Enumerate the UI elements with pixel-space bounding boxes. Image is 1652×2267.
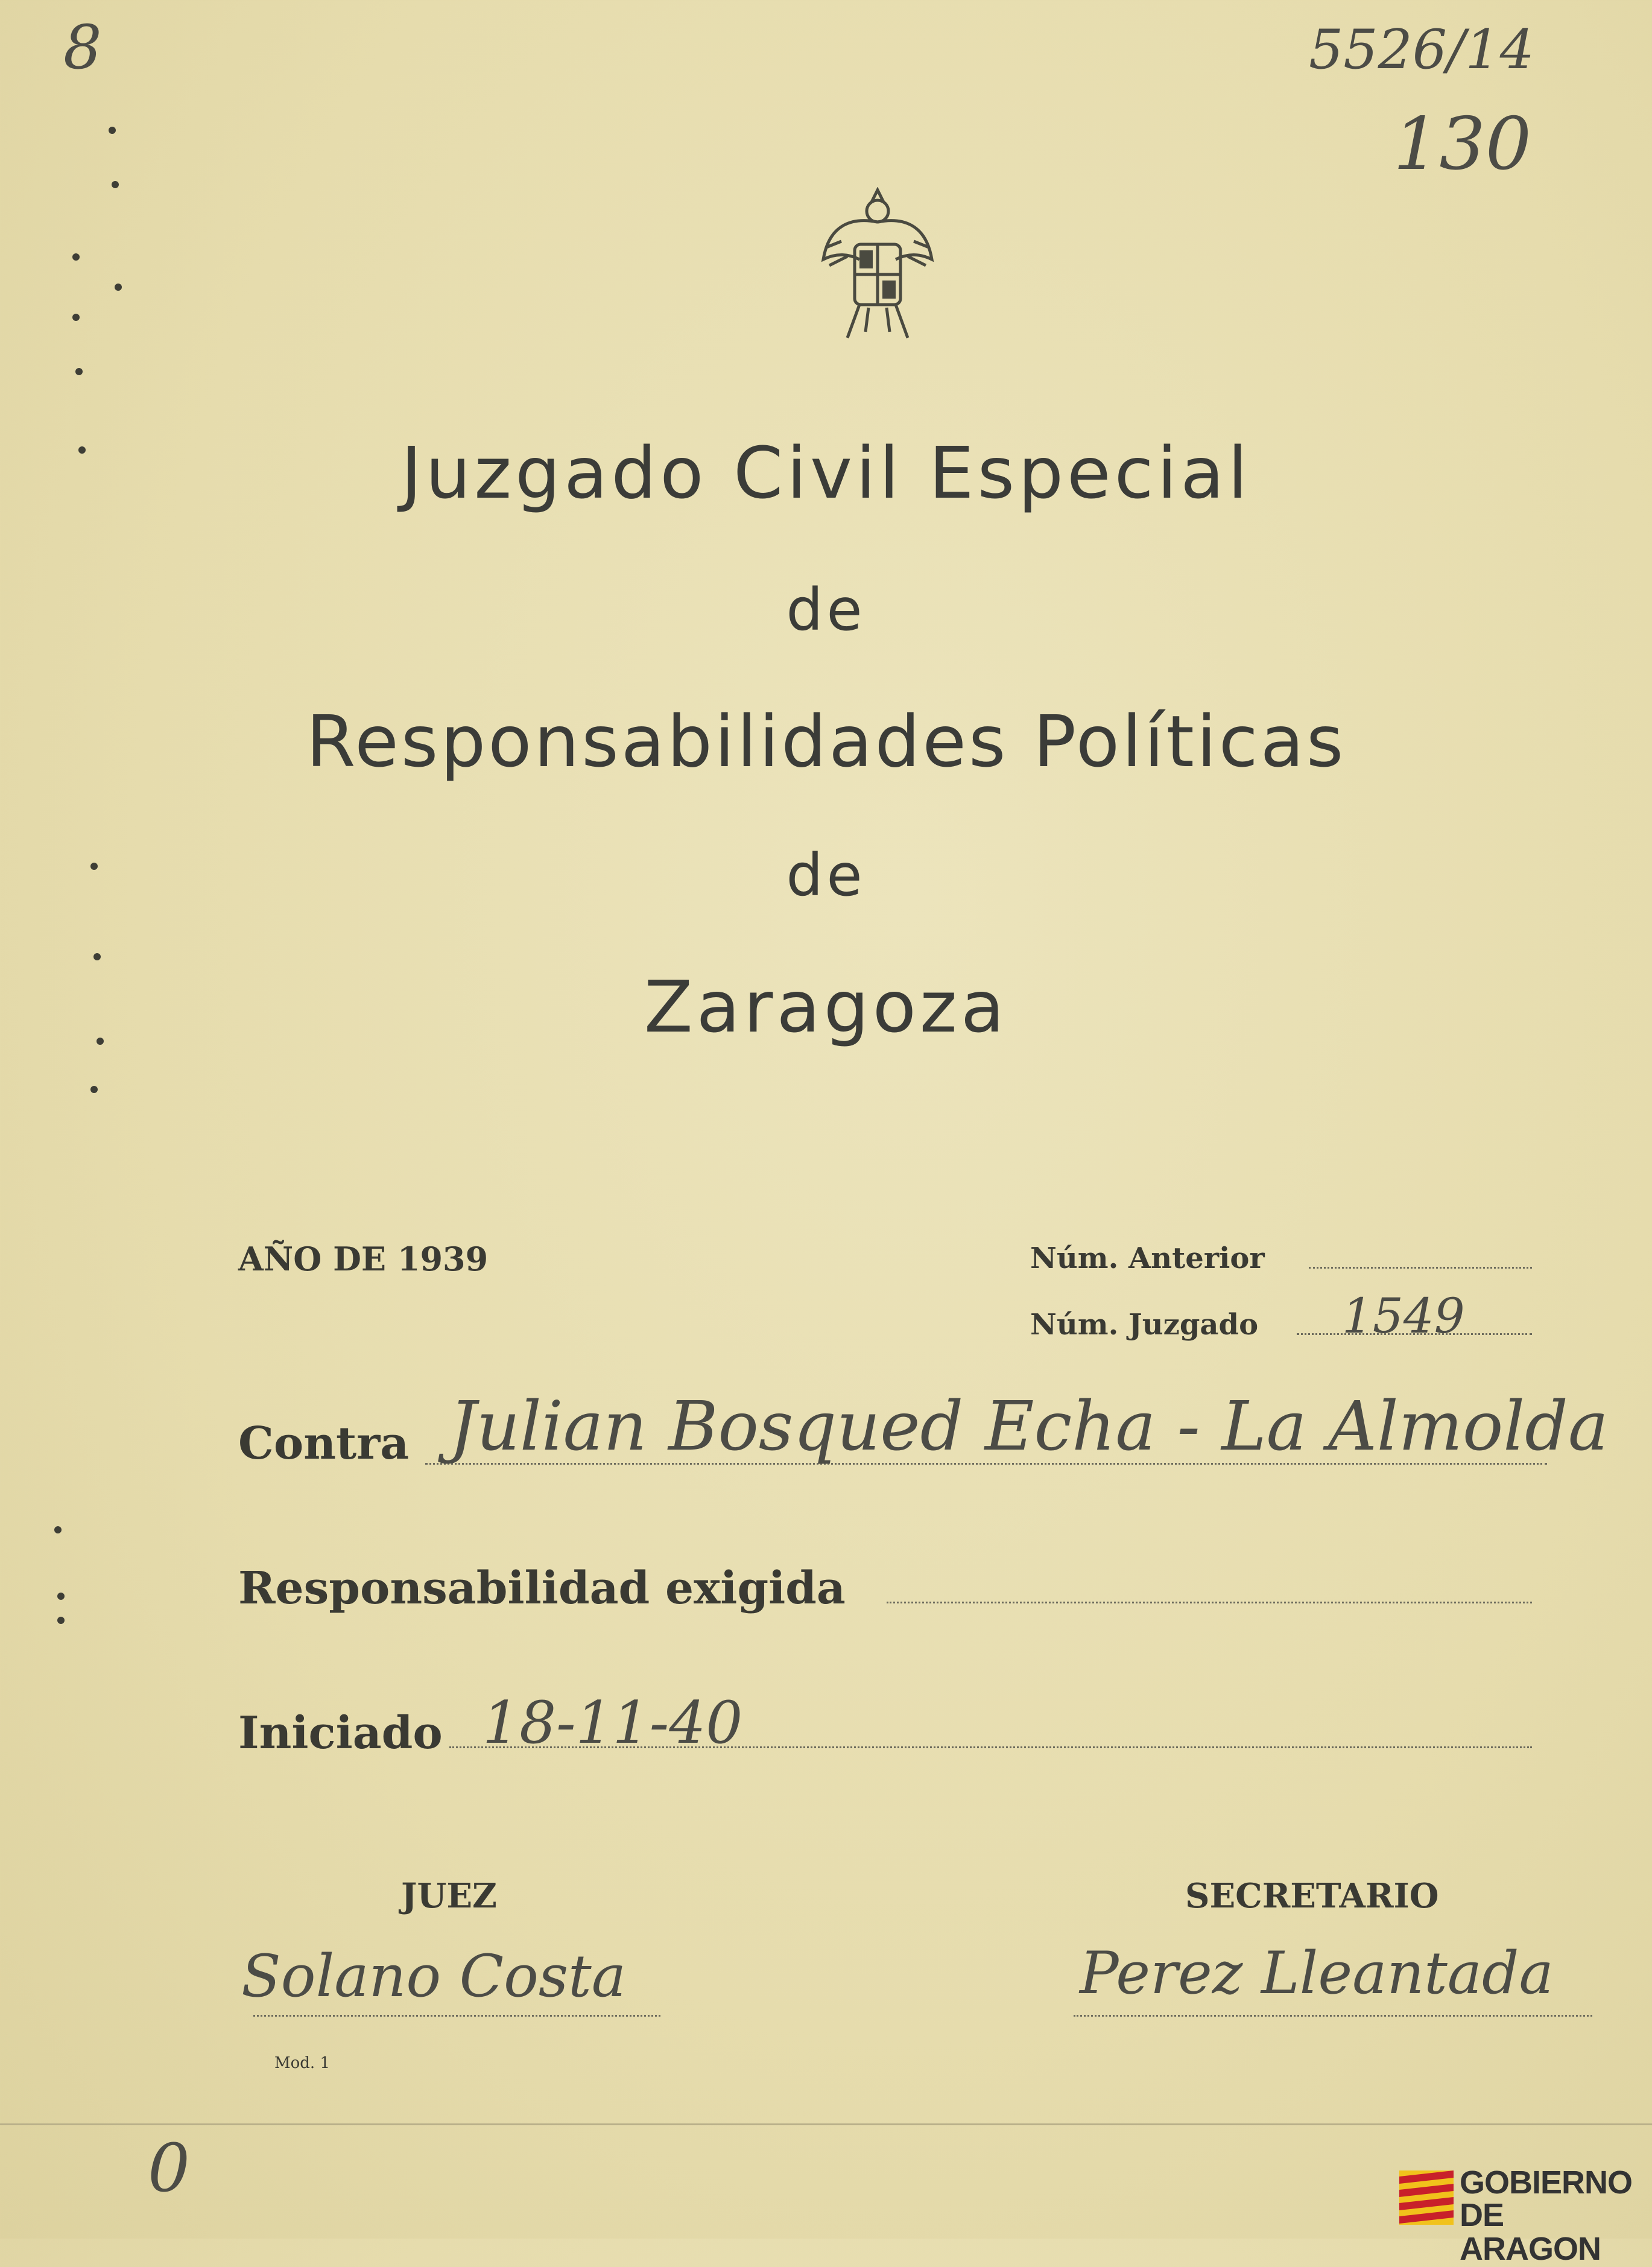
- logo-line2: DE ARAGON: [1460, 2197, 1601, 2267]
- secretario-signature: Perez Lleantada: [1080, 1939, 1554, 2007]
- secretario-signature-line: [1074, 2015, 1592, 2017]
- iniciado-value: 18-11-40: [483, 1689, 743, 1757]
- responsabilidad-line: [887, 1602, 1532, 1603]
- heading-court-name: Juzgado Civil Especial: [400, 431, 1252, 515]
- heading-de-1: de: [786, 576, 866, 644]
- juez-signature: Solano Costa: [241, 1942, 626, 2010]
- num-anterior-label: Núm. Anterior: [1030, 1241, 1265, 1275]
- heading-de-2: de: [786, 842, 866, 909]
- num-anterior-line: [1309, 1267, 1532, 1269]
- aragon-flag-icon: [1399, 2170, 1454, 2225]
- responsabilidad-label: Responsabilidad exigida: [238, 1562, 846, 1614]
- juez-label: JUEZ: [401, 1876, 497, 1916]
- secretario-label: SECRETARIO: [1185, 1876, 1439, 1916]
- year-label: AÑO DE 1939: [238, 1240, 489, 1278]
- model-number: Mod. 1: [274, 2054, 330, 2072]
- num-juzgado-label: Núm. Juzgado: [1030, 1308, 1259, 1342]
- gobierno-aragon-logo: [1399, 2164, 1641, 2267]
- num-juzgado-value: 1549: [1342, 1288, 1465, 1344]
- margin-note-bottom-left: 0: [148, 2129, 190, 2207]
- logo-line1: GOBIERNO: [1460, 2164, 1633, 2201]
- heading-responsabilidades: Responsabilidades Políticas: [306, 700, 1346, 783]
- contra-label: Contra: [238, 1418, 410, 1470]
- fold-line: [0, 2123, 1652, 2125]
- binding-holes: [54, 109, 127, 2099]
- juez-signature-line: [253, 2015, 660, 2017]
- contra-value: Julian Bosqued Echa - La Almolda: [449, 1387, 1609, 1466]
- folio-number: 130: [1393, 103, 1532, 186]
- iniciado-label: Iniciado: [238, 1707, 443, 1759]
- margin-note-top-left: 8: [63, 12, 102, 83]
- heading-city: Zaragoza: [644, 965, 1008, 1048]
- coat-of-arms-eagle-icon: [817, 187, 938, 344]
- reference-number: 5526/14: [1309, 18, 1534, 81]
